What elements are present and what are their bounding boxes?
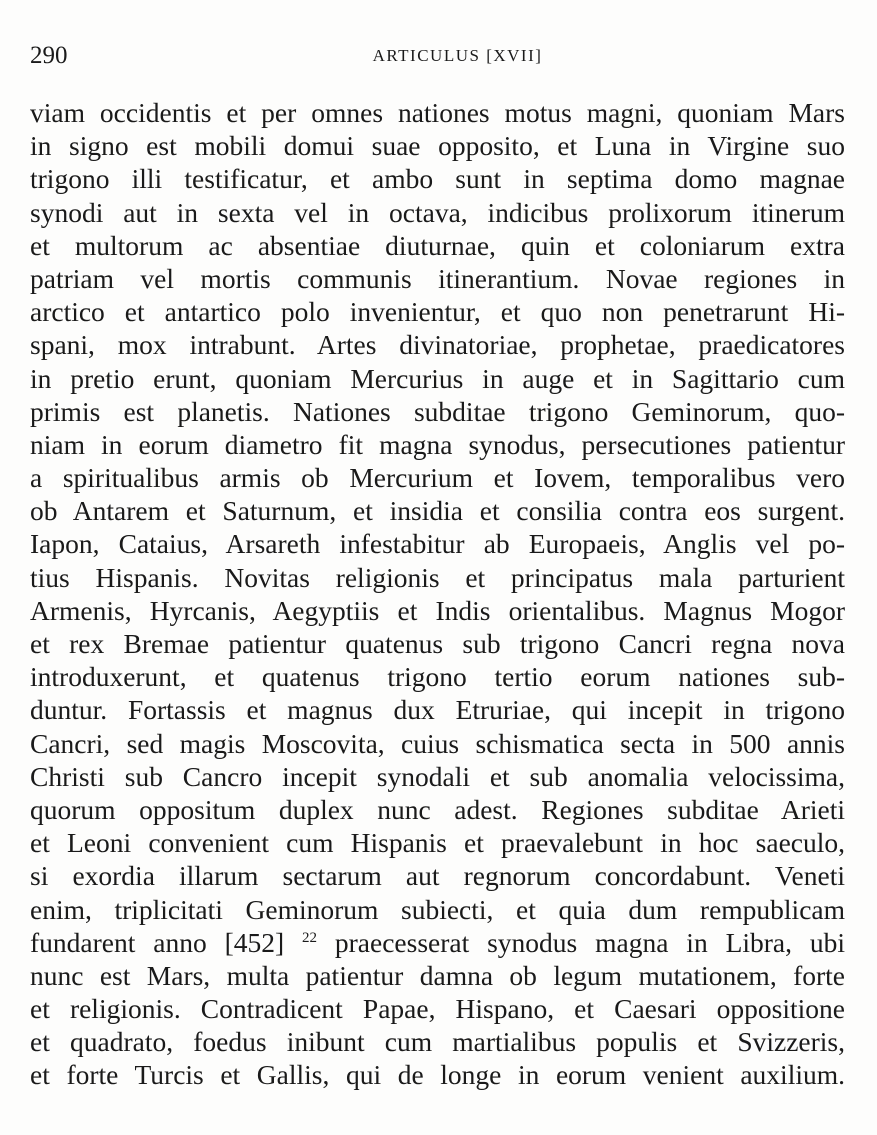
running-title: ARTICULUS [XVII] [372, 46, 543, 65]
text-line: in pretio erunt, quoniam Mercurius in auge et in Sagittario cum [30, 362, 845, 394]
footnote-marker[interactable]: 22 [302, 929, 318, 946]
text-line: arctico et antartico polo invenientur, et quo non penetrarunt Hi- [30, 296, 845, 328]
text-line: a spiritualibus armis ob Mercurium et Iovem, temporalibus vero [30, 462, 845, 494]
text-line: primis est planetis. Nationes subditae trigono Geminorum, quo- [30, 395, 845, 427]
text-line: spani, mox intrabunt. Artes divinatoriae, prophetae, praedicatores [30, 329, 845, 361]
text-line: in signo est mobili domui suae opposito, et Luna in Virgine suo [30, 130, 845, 162]
text-line: si exordia illarum sectarum aut regnorum concordabunt. Veneti [30, 860, 845, 892]
text-line: et quadrato, foedus inibunt cum martialibus populis et Svizzeris, [30, 1026, 845, 1058]
page-number: 290 [30, 42, 68, 69]
text-line: et multorum ac absentiae diuturnae, quin et coloniarum extra [30, 229, 845, 261]
text-line: enim, triplicitati Geminorum subiecti, et quia dum rempublicam [30, 893, 845, 925]
text-line: nunc est Mars, multa patientur damna ob legum mutationem, forte [30, 959, 845, 991]
text-line: Iapon, Cataius, Arsareth infestabitur ab Europaeis, Anglis vel po- [30, 528, 845, 560]
text-line: viam occidentis et per omnes nationes motus magni, quoniam Mars [30, 97, 845, 128]
text-line: niam in eorum diametro fit magna synodus, persecutiones patientur [30, 428, 845, 460]
text-line: Christi sub Cancro incepit synodali et sub anomalia velocissima, [30, 760, 845, 792]
text-line: synodi aut in sexta vel in octava, indicibus prolixorum itinerum [30, 196, 845, 228]
text-line: tius Hispanis. Novitas religionis et principatus mala parturient [30, 561, 845, 593]
line-segment-after-footnote: praecesserat synodus magna in Libra, ubi [334, 926, 845, 958]
text-line: trigono illi testificatur, et ambo sunt in septima domo magnae [30, 163, 845, 195]
text-line: introduxerunt, et quatenus trigono tertio eorum nationes sub- [30, 661, 845, 693]
text-line: Armenis, Hyrcanis, Aegyptiis et Indis orientalibus. Magnus Mogor [30, 594, 845, 626]
body-text [30, 96, 845, 1092]
text-line: quorum oppositum duplex nunc adest. Regiones subditae Arieti [30, 793, 845, 825]
running-head [30, 40, 845, 72]
text-line: ob Antarem et Saturnum, et insidia et consilia contra eos surgent. [30, 495, 845, 527]
text-line: patriam vel mortis communis itinerantium. Novae regiones in [30, 262, 845, 294]
text-line: et Leoni convenient cum Hispanis et praevalebunt in hoc saeculo, [30, 827, 845, 859]
text-line: duntur. Fortassis et magnus dux Etruriae, qui incepit in trigono [30, 694, 845, 726]
line-segment-before-footnote: fundarent anno [452] [30, 926, 285, 958]
text-line: et religionis. Contradicent Papae, Hispano, et Caesari oppositione [30, 993, 845, 1025]
text-line: Cancri, sed magis Moscovita, cuius schismatica secta in 500 annis [30, 727, 845, 759]
text-line-with-footnote [30, 926, 845, 959]
text-line: et forte Turcis et Gallis, qui de longe in eorum venient auxilium. [30, 1059, 845, 1091]
text-line: et rex Bremae patientur quatenus sub trigono Cancri regna nova [30, 628, 845, 659]
